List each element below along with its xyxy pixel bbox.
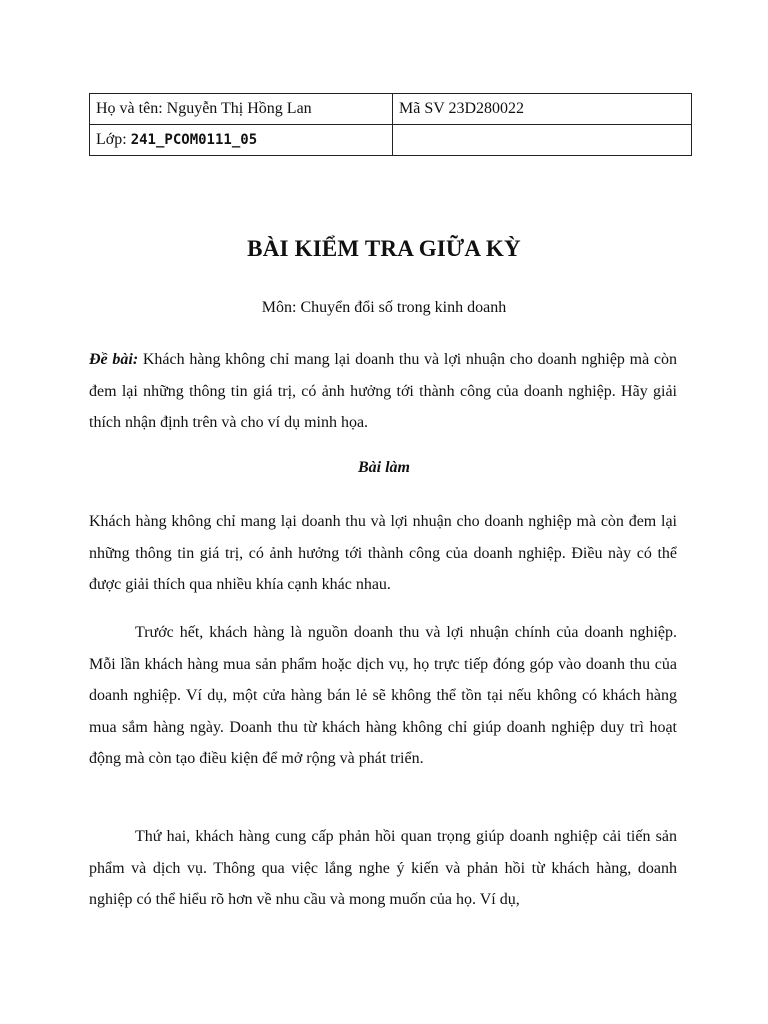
- student-name-cell: Họ và tên: Nguyễn Thị Hồng Lan: [90, 94, 393, 125]
- subject-line: Môn: Chuyển đổi số trong kinh doanh: [261, 299, 507, 316]
- document-title: BÀI KIỂM TRA GIỮA KỲ: [247, 236, 521, 261]
- info-row-2: [90, 125, 692, 156]
- class-code: 241_PCOM0111_05: [130, 132, 258, 149]
- empty-cell: [393, 125, 692, 156]
- prompt-label: Đề bài:: [89, 351, 139, 368]
- info-row-1: [90, 94, 692, 125]
- paragraph-second-point: Thứ hai, khách hàng cung cấp phản hồi quan trọng giúp doanh nghiệp cải tiến sản phẩm và dịch vụ. Thông qua việc lắng nghe ý kiến và phản hồi từ khách hàng, doanh nghiệp có thể hiểu rõ hơn về nhu cầu và mong muốn của họ. Ví dụ,: [89, 828, 677, 908]
- prompt-text: Khách hàng không chỉ mang lại doanh thu và lợi nhuận cho doanh nghiệp mà còn đem lại những thông tin giá trị, có ảnh hưởng tới thành công của doanh nghiệp. Hãy giải thích nhận định trên và cho ví dụ minh họa.: [89, 351, 677, 431]
- class-cell: [90, 125, 393, 156]
- assignment-prompt: [89, 344, 677, 439]
- paragraph-first-point: Trước hết, khách hàng là nguồn doanh thu và lợi nhuận chính của doanh nghiệp. Mỗi lần khách hàng mua sản phẩm hoặc dịch vụ, họ trực tiếp đóng góp vào doanh thu của doanh nghiệp. Ví dụ, một cửa hàng bán lẻ sẽ không thể tồn tại nếu không có khách hàng mua sắm hàng ngày. Doanh thu từ khách hàng không chỉ giúp doanh nghiệp duy trì hoạt động mà còn tạo điều kiện để mở rộng và phát triển.: [89, 624, 677, 767]
- student-id-cell: Mã SV 23D280022: [393, 94, 692, 125]
- paragraph-intro: Khách hàng không chỉ mang lại doanh thu và lợi nhuận cho doanh nghiệp mà còn đem lại những thông tin giá trị, có ảnh hưởng tới thành công của doanh nghiệp. Điều này có thể được giải thích qua nhiều khía cạnh khác nhau.: [89, 513, 677, 593]
- student-info-table: [89, 93, 692, 156]
- class-label: Lớp:: [96, 131, 131, 149]
- answer-heading: Bài làm: [357, 459, 410, 476]
